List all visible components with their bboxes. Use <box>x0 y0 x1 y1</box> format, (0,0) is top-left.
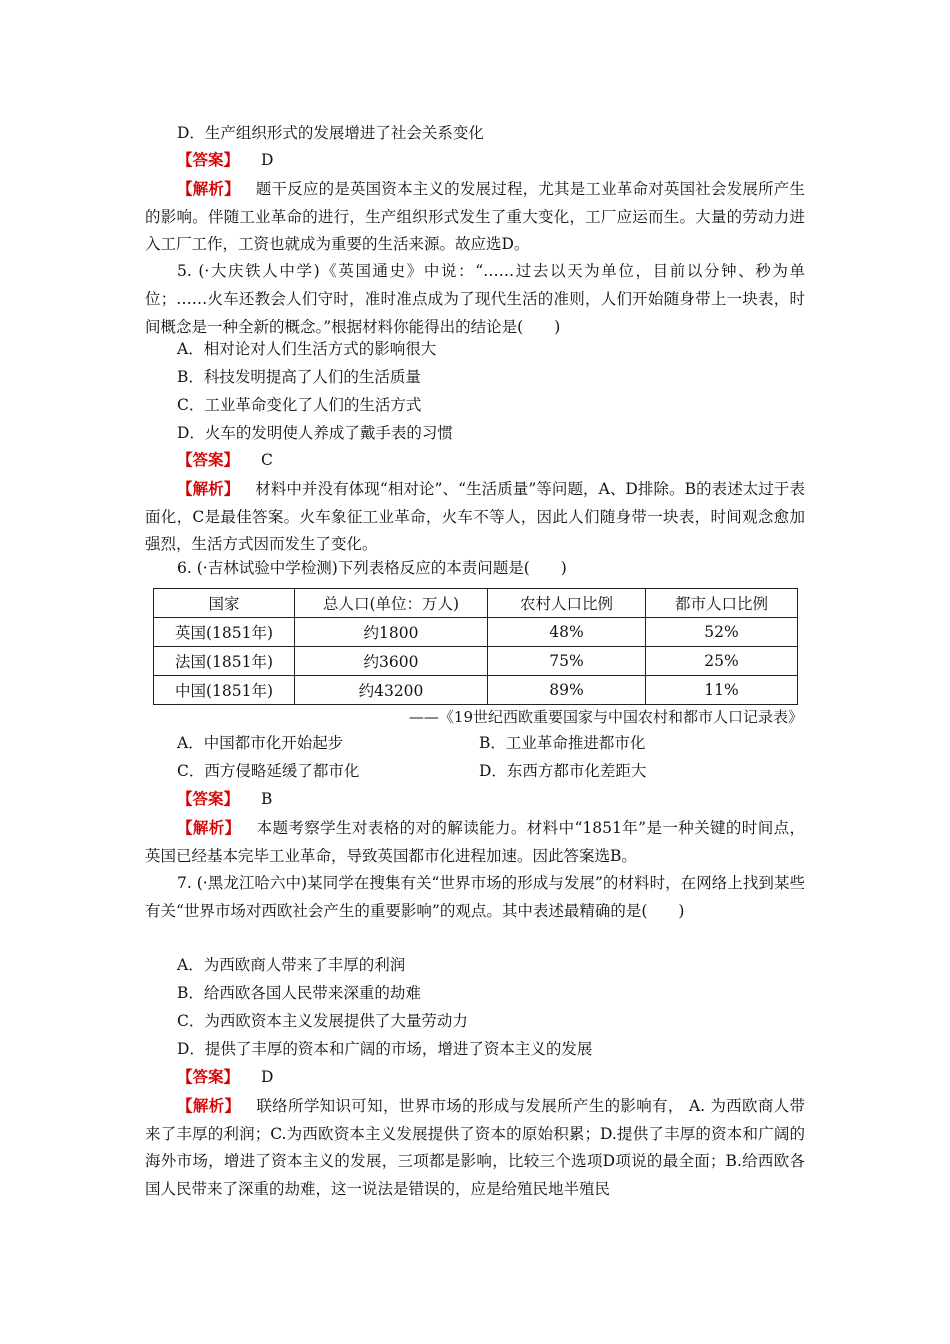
q7-option-b: B．给西欧各国人民带来深重的劫难 <box>177 984 421 1002</box>
q5-answer <box>177 449 273 471</box>
analysis-text: 联络所学知识可知，世界市场的形成与发展所产生的影响有， A. 为西欧商人带来了丰厚的利润；C.为西欧资本主义发展提供了资本的原始积累；D.提供了丰厚的资本和广阔的海外市场，增进了资本主义的发展，三项都是影响，比较三个选项D项说的最全面；B.给西欧各国人民带来了深重的劫难，这一说法是错误的，应是给殖民地半殖民 <box>145 1097 805 1198</box>
table-source: ——《19世纪西欧重要国家与中国农村和都市人口记录表》 <box>408 708 803 726</box>
q7-option-c: C．为西欧资本主义发展提供了大量劳动力 <box>177 1012 468 1030</box>
q5-analysis <box>145 475 805 559</box>
q6-option-d: D．东西方都市化差距大 <box>479 762 647 780</box>
answer-value: D <box>261 151 274 169</box>
q6-stem: 6. (·吉林试验中学检测)下列表格反应的本责问题是( ) <box>177 559 567 577</box>
q7-option-a: A．为西欧商人带来了丰厚的利润 <box>177 956 406 974</box>
table-cell: 约3600 <box>295 647 488 676</box>
q6-analysis <box>145 814 805 870</box>
q6-answer <box>177 788 272 810</box>
q4-option-d: D．生产组织形式的发展增进了社会关系变化 <box>177 124 484 142</box>
table-row <box>154 676 798 705</box>
answer-tag: 【答案】 <box>177 789 240 808</box>
table-cell: 约1800 <box>295 618 488 647</box>
table-cell: 48% <box>488 618 646 647</box>
table-cell: 中国(1851年) <box>154 676 295 705</box>
q5-stem <box>145 257 805 341</box>
q5-option-b: B．科技发明提高了人们的生活质量 <box>177 368 421 386</box>
analysis-text: 本题考察学生对表格的对的解读能力。材料中“1851年”是一种关键的时间点，英国已经基本完毕工业革命，导致英国都市化进程加速。因此答案选B。 <box>145 819 805 865</box>
analysis-tag: 【解析】 <box>177 479 240 498</box>
table-row <box>154 647 798 676</box>
table-header: 都市人口比例 <box>646 589 798 618</box>
q6-option-c: C．西方侵略延缓了都市化 <box>177 762 360 780</box>
table-cell: 75% <box>488 647 646 676</box>
q4-analysis <box>145 175 805 259</box>
table-header-row <box>154 589 798 618</box>
table-cell: 约43200 <box>295 676 488 705</box>
q5-option-c: C．工业革命变化了人们的生活方式 <box>177 396 422 414</box>
question-stem: 5. (·大庆铁人中学)《英国通史》中说：“……过去以天为单位，目前以分钟、秒为单位；……火车还教会人们守时，准时准点成为了现代生活的准则，人们开始随身带上一块表，时间概念是一种全新的概念。”根据材料你能得出的结论是( ) <box>145 262 805 336</box>
q7-answer <box>177 1066 273 1088</box>
table-cell: 法国(1851年) <box>154 647 295 676</box>
answer-value: D <box>261 1068 274 1086</box>
question-stem: 7. (·黑龙江哈六中)某同学在搜集有关“世界市场的形成与发展”的材料时，在网络上找到某些有关“世界市场对西欧社会产生的重要影响”的观点。其中表述最精确的是( ) <box>145 874 805 920</box>
table-cell: 11% <box>646 676 798 705</box>
analysis-tag: 【解析】 <box>177 1096 241 1115</box>
q7-analysis <box>145 1092 805 1203</box>
table-header: 国家 <box>154 589 295 618</box>
table-cell: 25% <box>646 647 798 676</box>
answer-tag: 【答案】 <box>177 150 240 169</box>
table-cell: 英国(1851年) <box>154 618 295 647</box>
table-header: 总人口(单位：万人) <box>295 589 488 618</box>
q4-answer <box>177 149 273 171</box>
q6-option-b: B．工业革命推进都市化 <box>479 734 646 752</box>
answer-value: B <box>261 790 273 808</box>
q7-stem <box>145 869 805 925</box>
analysis-tag: 【解析】 <box>177 179 240 198</box>
table-header: 农村人口比例 <box>488 589 646 618</box>
table-cell: 52% <box>646 618 798 647</box>
q7-option-d: D．提供了丰厚的资本和广阔的市场，增进了资本主义的发展 <box>177 1040 593 1058</box>
analysis-text: 题干反应的是英国资本主义的发展过程，尤其是工业革命对英国社会发展所产生的影响。伴随工业革命的进行，生产组织形式发生了重大变化，工厂应运而生。大量的劳动力进入工厂工作，工资也就成为重要的生活来源。故应选D。 <box>145 180 805 253</box>
answer-tag: 【答案】 <box>177 450 240 469</box>
q5-option-a: A．相对论对人们生活方式的影响很大 <box>177 340 437 358</box>
q6-option-a: A．中国都市化开始起步 <box>177 734 344 752</box>
analysis-text: 材料中并没有体现“相对论”、“生活质量”等问题，A、D排除。B的表述太过于表面化，C是最佳答案。火车象征工业革命，火车不等人，因此人们随身带一块表，时间观念愈加强烈，生活方式因而发生了变化。 <box>145 480 805 553</box>
table-cell: 89% <box>488 676 646 705</box>
q5-option-d: D．火车的发明使人养成了戴手表的习惯 <box>177 424 453 442</box>
answer-tag: 【答案】 <box>177 1067 240 1086</box>
table-row <box>154 618 798 647</box>
answer-value: C <box>261 451 273 469</box>
population-table <box>153 588 798 705</box>
analysis-tag: 【解析】 <box>177 818 241 837</box>
